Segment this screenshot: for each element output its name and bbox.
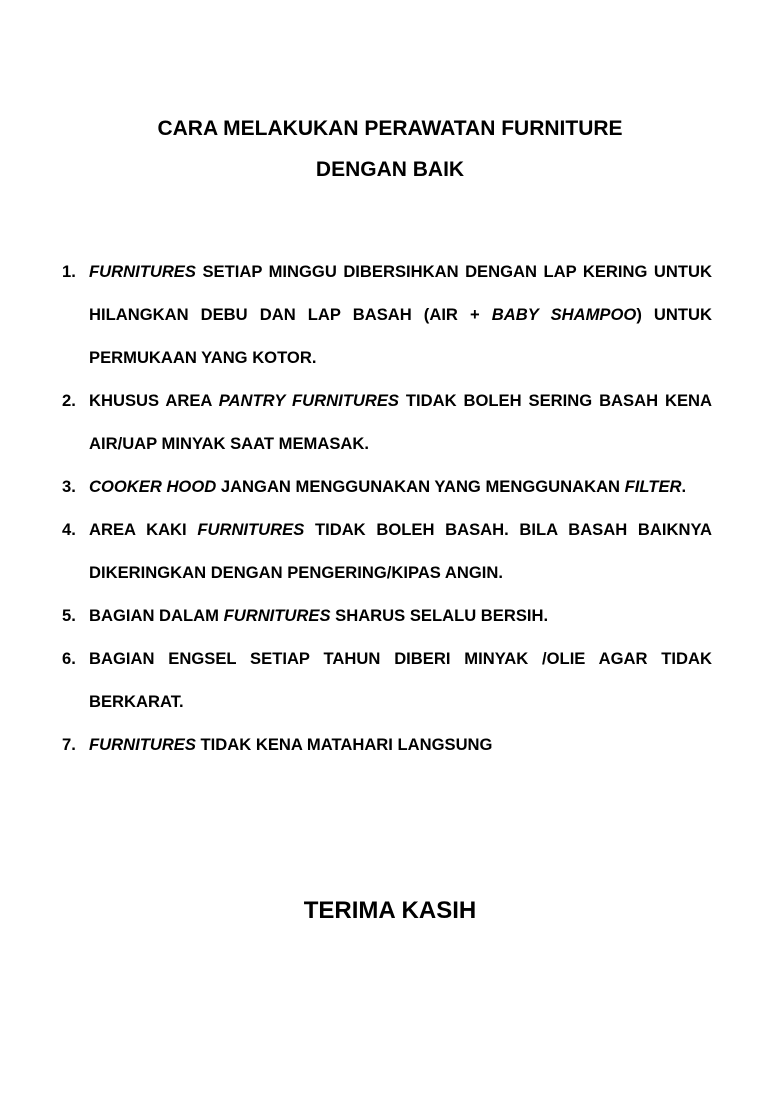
list-item — [62, 508, 712, 594]
list-item — [62, 594, 712, 637]
item-text: JANGAN MENGGUNAKAN YANG MENGGUNAKAN — [216, 477, 625, 496]
item-text-italic: FILTER — [624, 477, 682, 496]
list-item — [62, 723, 712, 766]
item-text-italic: FURNITURES — [89, 262, 196, 281]
item-text: TIDAK BOLEH BASAH. BILA BASAH BAIKNYA DIKERINGKAN DENGAN PENGERING/KIPAS ANGIN. — [89, 520, 712, 582]
item-text: ) UNTUK PERMUKAAN YANG KOTOR. — [89, 305, 712, 367]
list-item — [62, 250, 712, 379]
item-number: 5. — [62, 606, 76, 625]
item-number: 7. — [62, 735, 76, 754]
item-number: 2. — [62, 391, 76, 410]
item-number: 6. — [62, 649, 76, 668]
item-text: TIDAK KENA MATAHARI LANGSUNG — [195, 735, 493, 754]
item-text-italic: FURNITURES — [223, 606, 331, 625]
item-text: SHARUS SELALU BERSIH. — [330, 606, 549, 625]
item-text: SETIAP MINGGU DIBERSIHKAN DENGAN LAP KERING UNTUK HILANGKAN DEBU DAN LAP BASAH (AIR + — [89, 262, 712, 324]
item-number: 3. — [62, 477, 76, 496]
item-text: . — [681, 477, 687, 496]
closing-text: TERIMA KASIH — [303, 897, 477, 924]
list-item — [62, 379, 712, 465]
list-item — [62, 637, 712, 723]
care-instructions-list — [62, 250, 712, 766]
item-number: 4. — [62, 520, 76, 539]
item-text-italic: FURNITURES — [197, 520, 305, 539]
title-line-1: CARA MELAKUKAN PERAWATAN FURNITURE — [157, 117, 623, 140]
item-text-italic: COOKER HOOD — [89, 477, 217, 496]
item-text: KHUSUS AREA — [89, 391, 219, 410]
document-title — [0, 108, 780, 190]
item-text: AREA KAKI — [89, 520, 198, 539]
item-text-italic: PANTRY FURNITURES — [218, 391, 399, 410]
item-text: TIDAK BOLEH SERING BASAH KENA AIR/UAP MINYAK SAAT MEMASAK. — [89, 391, 713, 453]
list-item — [62, 465, 712, 508]
item-text: BAGIAN ENGSEL SETIAP TAHUN DIBERI MINYAK /OLIE AGAR TIDAK BERKARAT. — [89, 649, 712, 711]
item-text-italic: BABY SHAMPOO — [491, 305, 637, 324]
item-text: BAGIAN DALAM — [89, 606, 224, 625]
item-text-italic: FURNITURES — [89, 735, 196, 754]
item-number: 1. — [62, 262, 76, 281]
title-line-2: DENGAN BAIK — [315, 158, 465, 181]
